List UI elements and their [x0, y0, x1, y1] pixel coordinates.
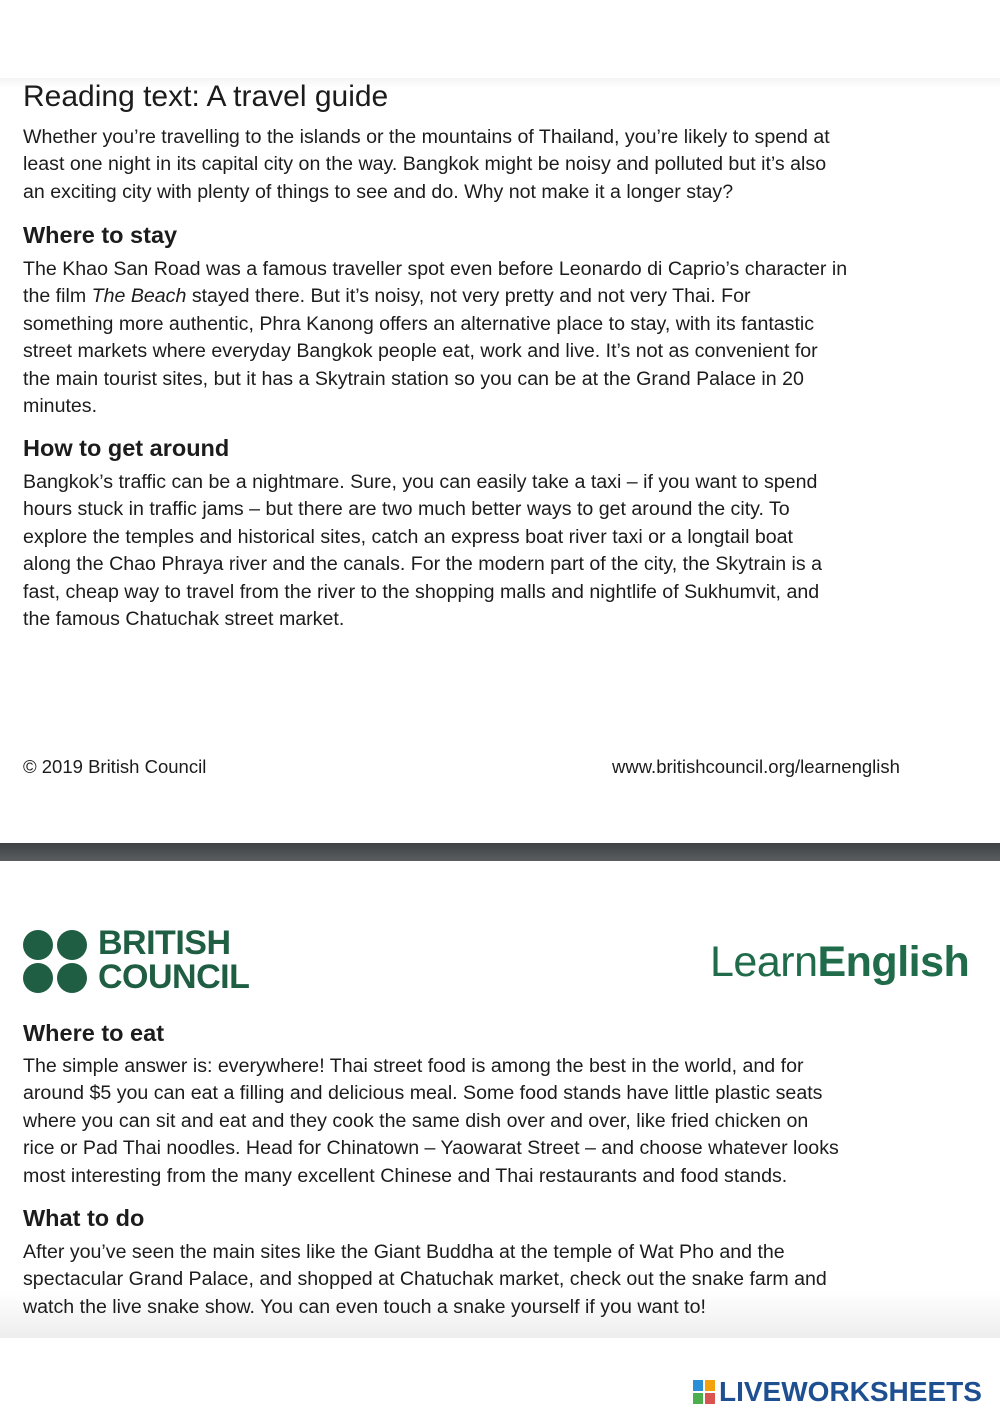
- learnenglish-logo-light: Learn: [710, 938, 818, 986]
- liveworksheets-icon: [693, 1380, 715, 1404]
- where-to-stay-heading: Where to stay: [23, 222, 178, 248]
- what-to-do-heading: What to do: [23, 1205, 145, 1231]
- where-to-stay-text-1: The Khao San Road was a famous traveller spot even before Leonardo di Caprio’s character in the film: [23, 258, 848, 308]
- british-council-dots-icon: [22, 929, 92, 993]
- where-to-stay-text-2: stayed there. But it’s noisy, not very pretty and not very Thai. For something more authentic, Phra Kanong offers an alternative place to stay, with its fantastic street markets where everyday Bangkok people eat, work and live. It’s not as convenient for the main tourist sites, but it has a Skytrain station so you can be at the Grand Palace in 20 minutes.: [23, 285, 818, 418]
- copyright-footer: © 2019 British Council: [23, 756, 207, 777]
- film-title: The Beach: [91, 285, 187, 308]
- footer-url: www.britishcouncil.org/learnenglish: [612, 756, 900, 777]
- british-council-logo: [22, 926, 262, 996]
- top-margin: [0, 0, 1000, 78]
- where-to-eat-paragraph: The simple answer is: everywhere! Thai street food is among the best in the world, and for around $5 you can eat a filling and delicious meal. Some food stands have little plastic seats where you can sit and eat and they cook the same dish over and over, like fried chicken on rice or Pad Thai noodles. Head for Chinatown – Yaowarat Street – and choose whatever looks most interesting from the many excellent Chinese and Thai restaurants and food stands.: [23, 1055, 839, 1187]
- liveworksheets-text: LIVEWORKSHEETS: [719, 1376, 982, 1407]
- how-to-get-around-heading: How to get around: [23, 435, 230, 461]
- british-council-line-2: COUNCIL: [98, 958, 250, 996]
- where-to-stay-paragraph: [23, 256, 983, 420]
- where-to-eat-heading: Where to eat: [23, 1020, 165, 1046]
- page-divider: [0, 843, 1000, 861]
- page-title: Reading text: A travel guide: [23, 80, 389, 113]
- learnenglish-logo-bold: English: [817, 938, 970, 986]
- intro-paragraph: Whether you’re travelling to the islands or the mountains of Thailand, you’re likely to spend at least one night in its capital city on the way. Bangkok might be noisy and polluted but it’s also an exciting city with plenty of things to see and do. Why not make it a longer stay?: [23, 126, 830, 203]
- british-council-line-1: BRITISH: [98, 924, 231, 962]
- british-council-wordmark: [98, 926, 249, 994]
- how-to-get-around-paragraph: Bangkok’s traffic can be a nightmare. Sure, you can easily take a taxi – if you want to spend hours stuck in traffic jams – but there are two much better ways to get around the city. To explore the temples and historical sites, catch an express boat river taxi or a longtail boat along the Chao Phraya river and the canals. For the modern part of the city, the Skytrain is a fast, cheap way to travel from the river to the shopping malls and nightlife of Sukhumvit, and the famous Chatuchak street market.: [23, 471, 823, 631]
- what-to-do-paragraph: After you’ve seen the main sites like the Giant Buddha at the temple of Wat Pho and the spectacular Grand Palace, and shopped at Chatuchak market, check out the snake farm and watch the live snake show. You can even touch a snake yourself if you want to!: [23, 1241, 827, 1318]
- liveworksheets-watermark[interactable]: [693, 1376, 982, 1408]
- learnenglish-logo: [710, 936, 969, 988]
